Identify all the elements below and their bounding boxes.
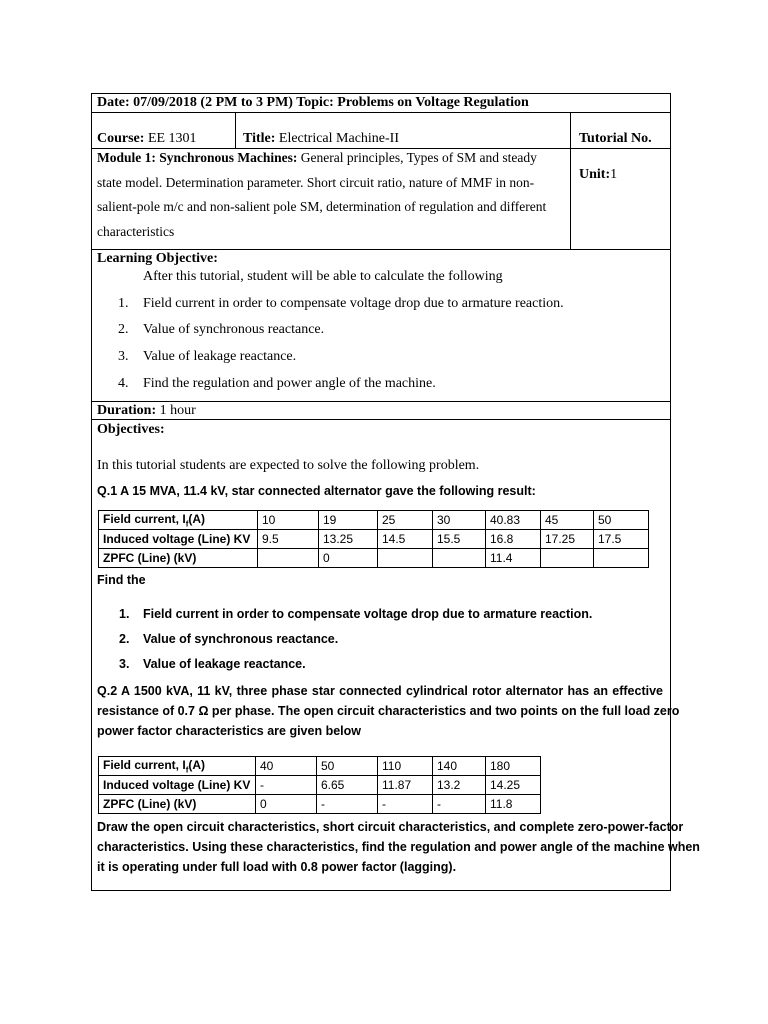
table-cell: - (256, 776, 317, 795)
question-2-line: Q.2 A 1500 kVA, 11 kV, three phase star connected cylindrical rotor alternator has an effective (97, 684, 663, 698)
table-cell: 0 (319, 549, 378, 568)
table-cell: 13.2 (433, 776, 486, 795)
list-item-number: 1. (119, 607, 130, 621)
learning-objective-heading: Learning Objective: (97, 251, 218, 266)
row-divider (91, 249, 671, 250)
table-cell: 9.5 (258, 530, 319, 549)
table-cell: 140 (433, 757, 486, 776)
table-cell: - (317, 795, 378, 814)
question-2-instructions: characteristics. Using these characteristics, find the regulation and power angle of the machine when (97, 840, 700, 854)
table-cell: 19 (319, 511, 378, 530)
list-item-number: 3. (118, 349, 129, 364)
table-cell: 25 (378, 511, 433, 530)
duration-field: Duration: 1 hour (97, 403, 196, 418)
row-divider (91, 148, 671, 149)
list-item: Value of leakage reactance. (143, 657, 306, 671)
row-divider (91, 112, 671, 113)
table-cell: Field current, $I_f(A)$ (99, 757, 256, 776)
question-1-statement: Q.1 A 15 MVA, 11.4 kV, star connected alternator gave the following result: (97, 484, 536, 498)
table-cell (541, 549, 594, 568)
list-item-number: 3. (119, 657, 130, 671)
table-cell: 11.8 (486, 795, 541, 814)
table-cell: 17.5 (594, 530, 649, 549)
table-cell: ZPFC (Line) (kV) (99, 549, 258, 568)
table-cell: 10 (258, 511, 319, 530)
question-2-instructions: it is operating under full load with 0.8 power factor (lagging). (97, 860, 457, 874)
list-item: Value of synchronous reactance. (143, 632, 339, 646)
table-cell (594, 549, 649, 568)
table-cell: 30 (433, 511, 486, 530)
table-row (99, 757, 541, 776)
objectives-intro: In this tutorial students are expected to solve the following problem. (97, 458, 480, 473)
table-cell: 50 (317, 757, 378, 776)
table-cell: 11.87 (378, 776, 433, 795)
question-2-instructions: Draw the open circuit characteristics, short circuit characteristics, and complete zero-power-factor (97, 820, 684, 834)
table-cell: Induced voltage (Line) KV (99, 776, 256, 795)
table-cell: 14.25 (486, 776, 541, 795)
find-the-label: Find the (97, 573, 146, 587)
table-row (99, 530, 649, 549)
table-cell: 180 (486, 757, 541, 776)
question-1-data-table (98, 510, 649, 568)
table-cell: 17.25 (541, 530, 594, 549)
module-description-line: characteristics (97, 224, 175, 239)
table-cell: ZPFC (Line) (kV) (99, 795, 256, 814)
table-cell: Induced voltage (Line) KV (99, 530, 258, 549)
table-cell: 0 (256, 795, 317, 814)
list-item: Field current in order to compensate voltage drop due to armature reaction. (143, 607, 593, 621)
learning-objective-intro: After this tutorial, student will be able to calculate the following (143, 269, 503, 284)
module-description-line: salient-pole m/c and non-salient pole SM, determination of regulation and different (97, 199, 547, 214)
table-cell (378, 549, 433, 568)
list-item-number: 2. (118, 322, 129, 337)
list-item: Value of synchronous reactance. (143, 322, 325, 337)
table-row (99, 511, 649, 530)
list-item: Find the regulation and power angle of the machine. (143, 376, 436, 391)
question-2-line: resistance of 0.7 Ω per phase. The open circuit characteristics and two points on the full load zero (97, 704, 680, 718)
module-heading: Module 1: Synchronous Machines: General principles, Types of SM and steady (97, 150, 537, 165)
table-row (99, 776, 541, 795)
table-cell: - (378, 795, 433, 814)
title-field: Title: Electrical Machine-II (243, 131, 399, 146)
table-cell (433, 549, 486, 568)
objectives-heading: Objectives: (97, 422, 165, 437)
table-cell (258, 549, 319, 568)
table-cell: Field current, $I_f(A)$ (99, 511, 258, 530)
unit-field: Unit:1 (579, 167, 618, 182)
table-cell: 16.8 (486, 530, 541, 549)
row-divider (91, 401, 671, 402)
question-2-line: power factor characteristics are given below (97, 724, 361, 738)
list-item: Value of leakage reactance. (143, 349, 297, 364)
module-description-line: state model. Determination parameter. Short circuit ratio, nature of MMF in non- (97, 175, 535, 190)
row-divider (91, 419, 671, 420)
table-cell: 11.4 (486, 549, 541, 568)
table-cell: 50 (594, 511, 649, 530)
table-cell: 45 (541, 511, 594, 530)
question-2-data-table (98, 756, 541, 814)
tutorial-number-label: Tutorial No. (579, 131, 652, 146)
table-cell: 15.5 (433, 530, 486, 549)
table-cell: 13.25 (319, 530, 378, 549)
table-row (99, 549, 649, 568)
column-divider (570, 112, 571, 249)
list-item-number: 4. (118, 376, 129, 391)
table-cell: 14.5 (378, 530, 433, 549)
list-item-number: 1. (118, 296, 129, 311)
table-row (99, 795, 541, 814)
table-cell: - (433, 795, 486, 814)
table-cell: 40 (256, 757, 317, 776)
course-field: Course: EE 1301 (97, 131, 197, 146)
table-cell: 40.83 (486, 511, 541, 530)
list-item: Field current in order to compensate voltage drop due to armature reaction. (143, 296, 564, 311)
column-divider (235, 112, 236, 149)
table-cell: 6.65 (317, 776, 378, 795)
list-item-number: 2. (119, 632, 130, 646)
date-topic-line: Date: 07/09/2018 (2 PM to 3 PM) Topic: Problems on Voltage Regulation (97, 95, 529, 110)
table-cell: 110 (378, 757, 433, 776)
